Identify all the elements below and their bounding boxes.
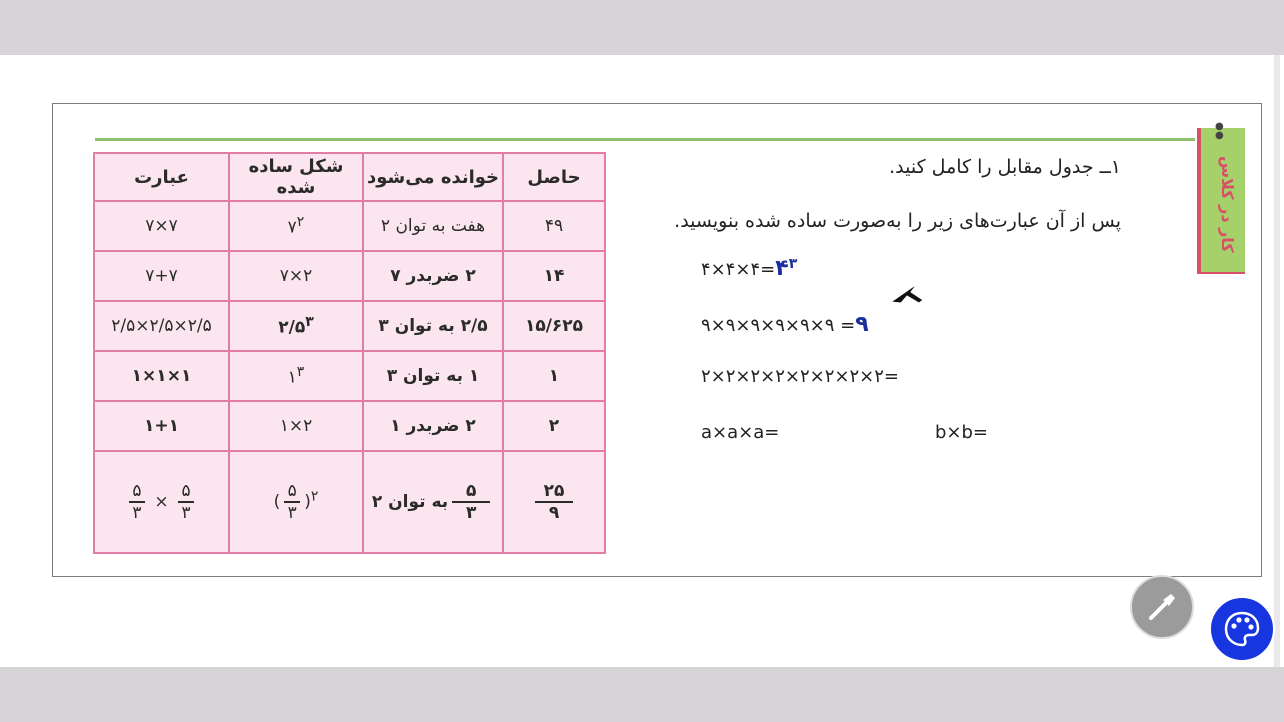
cell-simplified: ( $\frac{۵}{۳}$ )$^۲$ (229, 451, 363, 553)
cell-expression: ۱+۱ (94, 401, 229, 451)
cell-expression: ۷+۷ (94, 251, 229, 301)
expression-5: b×b= (935, 422, 989, 443)
cell-simplified: $۱^۳$ (229, 351, 363, 401)
cell-result: ۱۵/۶۲۵ (503, 301, 605, 351)
cell-expression: ۲/۵×۲/۵×۲/۵ (94, 301, 229, 351)
cell-expression: ۷×۷ (94, 201, 229, 251)
cell-read: ۲ ضربدر ۱ (363, 401, 503, 451)
header-result: حاصل (503, 153, 605, 201)
video-frame (0, 55, 1284, 667)
table-row (94, 401, 605, 451)
arrow-cursor-icon (891, 282, 925, 304)
cell-result: ۴۹ (503, 201, 605, 251)
header-expression: عبارت (94, 153, 229, 201)
header-rule (95, 138, 1195, 141)
textbook-page (52, 103, 1262, 577)
table-row (94, 251, 605, 301)
table-row (94, 451, 605, 553)
cell-read: $\frac{۵}{۳}$ به توان ۲ (363, 451, 503, 553)
cell-simplified: ۲×۷ (229, 251, 363, 301)
cell-expression: $\frac{۵}{۳}$ × $\frac{۵}{۳}$ (94, 451, 229, 553)
scrollbar[interactable] (1274, 55, 1280, 667)
dots-icon: ● ● (1215, 121, 1224, 141)
table-row (94, 201, 605, 251)
brush-button[interactable] (1130, 575, 1194, 639)
cell-result: ۱۴ (503, 251, 605, 301)
cell-result: ۱ (503, 351, 605, 401)
palette-button[interactable] (1209, 596, 1275, 662)
cell-result: $\frac{۲۵}{۹}$ (503, 451, 605, 553)
cell-simplified: $۷^۲$ (229, 201, 363, 251)
class-work-tag (1197, 121, 1245, 272)
expression-2: ۹×۹×۹×۹×۹×۹ =۹ (701, 312, 869, 337)
brush-icon (1145, 590, 1179, 624)
palette-icon (1222, 609, 1262, 649)
cell-read: ۱ به توان ۳ (363, 351, 503, 401)
expression-1: $۴\times ۴\times ۴=۴^۳$ (701, 256, 798, 281)
expression-3: ۲×۲×۲×۲×۲×۲×۲×۲= (701, 366, 899, 387)
header-simplified: شکل ساده شده (229, 153, 363, 201)
cell-simplified: $۲/۵^۳$ (229, 301, 363, 351)
cell-result: ۲ (503, 401, 605, 451)
class-work-label: کار در کلاس (1218, 156, 1237, 253)
header-read: خوانده می‌شود (363, 153, 503, 201)
expression-4: a×a×a= (701, 422, 780, 443)
cell-read: هفت به توان ۲ (363, 201, 503, 251)
cell-simplified: ۲×۱ (229, 401, 363, 451)
cell-read: ۲ ضربدر ۷ (363, 251, 503, 301)
table-row (94, 301, 605, 351)
table-header-row (94, 153, 605, 201)
question-1: ۱ــ جدول مقابل را کامل کنید. (889, 156, 1121, 178)
cell-expression: ۱×۱×۱ (94, 351, 229, 401)
exponent-table (93, 152, 606, 554)
table-row (94, 351, 605, 401)
cell-read: ۲/۵ به توان ۳ (363, 301, 503, 351)
question-2: پس از آن عبارت‌های زیر را به‌صورت ساده شده بنویسید. (674, 210, 1121, 232)
